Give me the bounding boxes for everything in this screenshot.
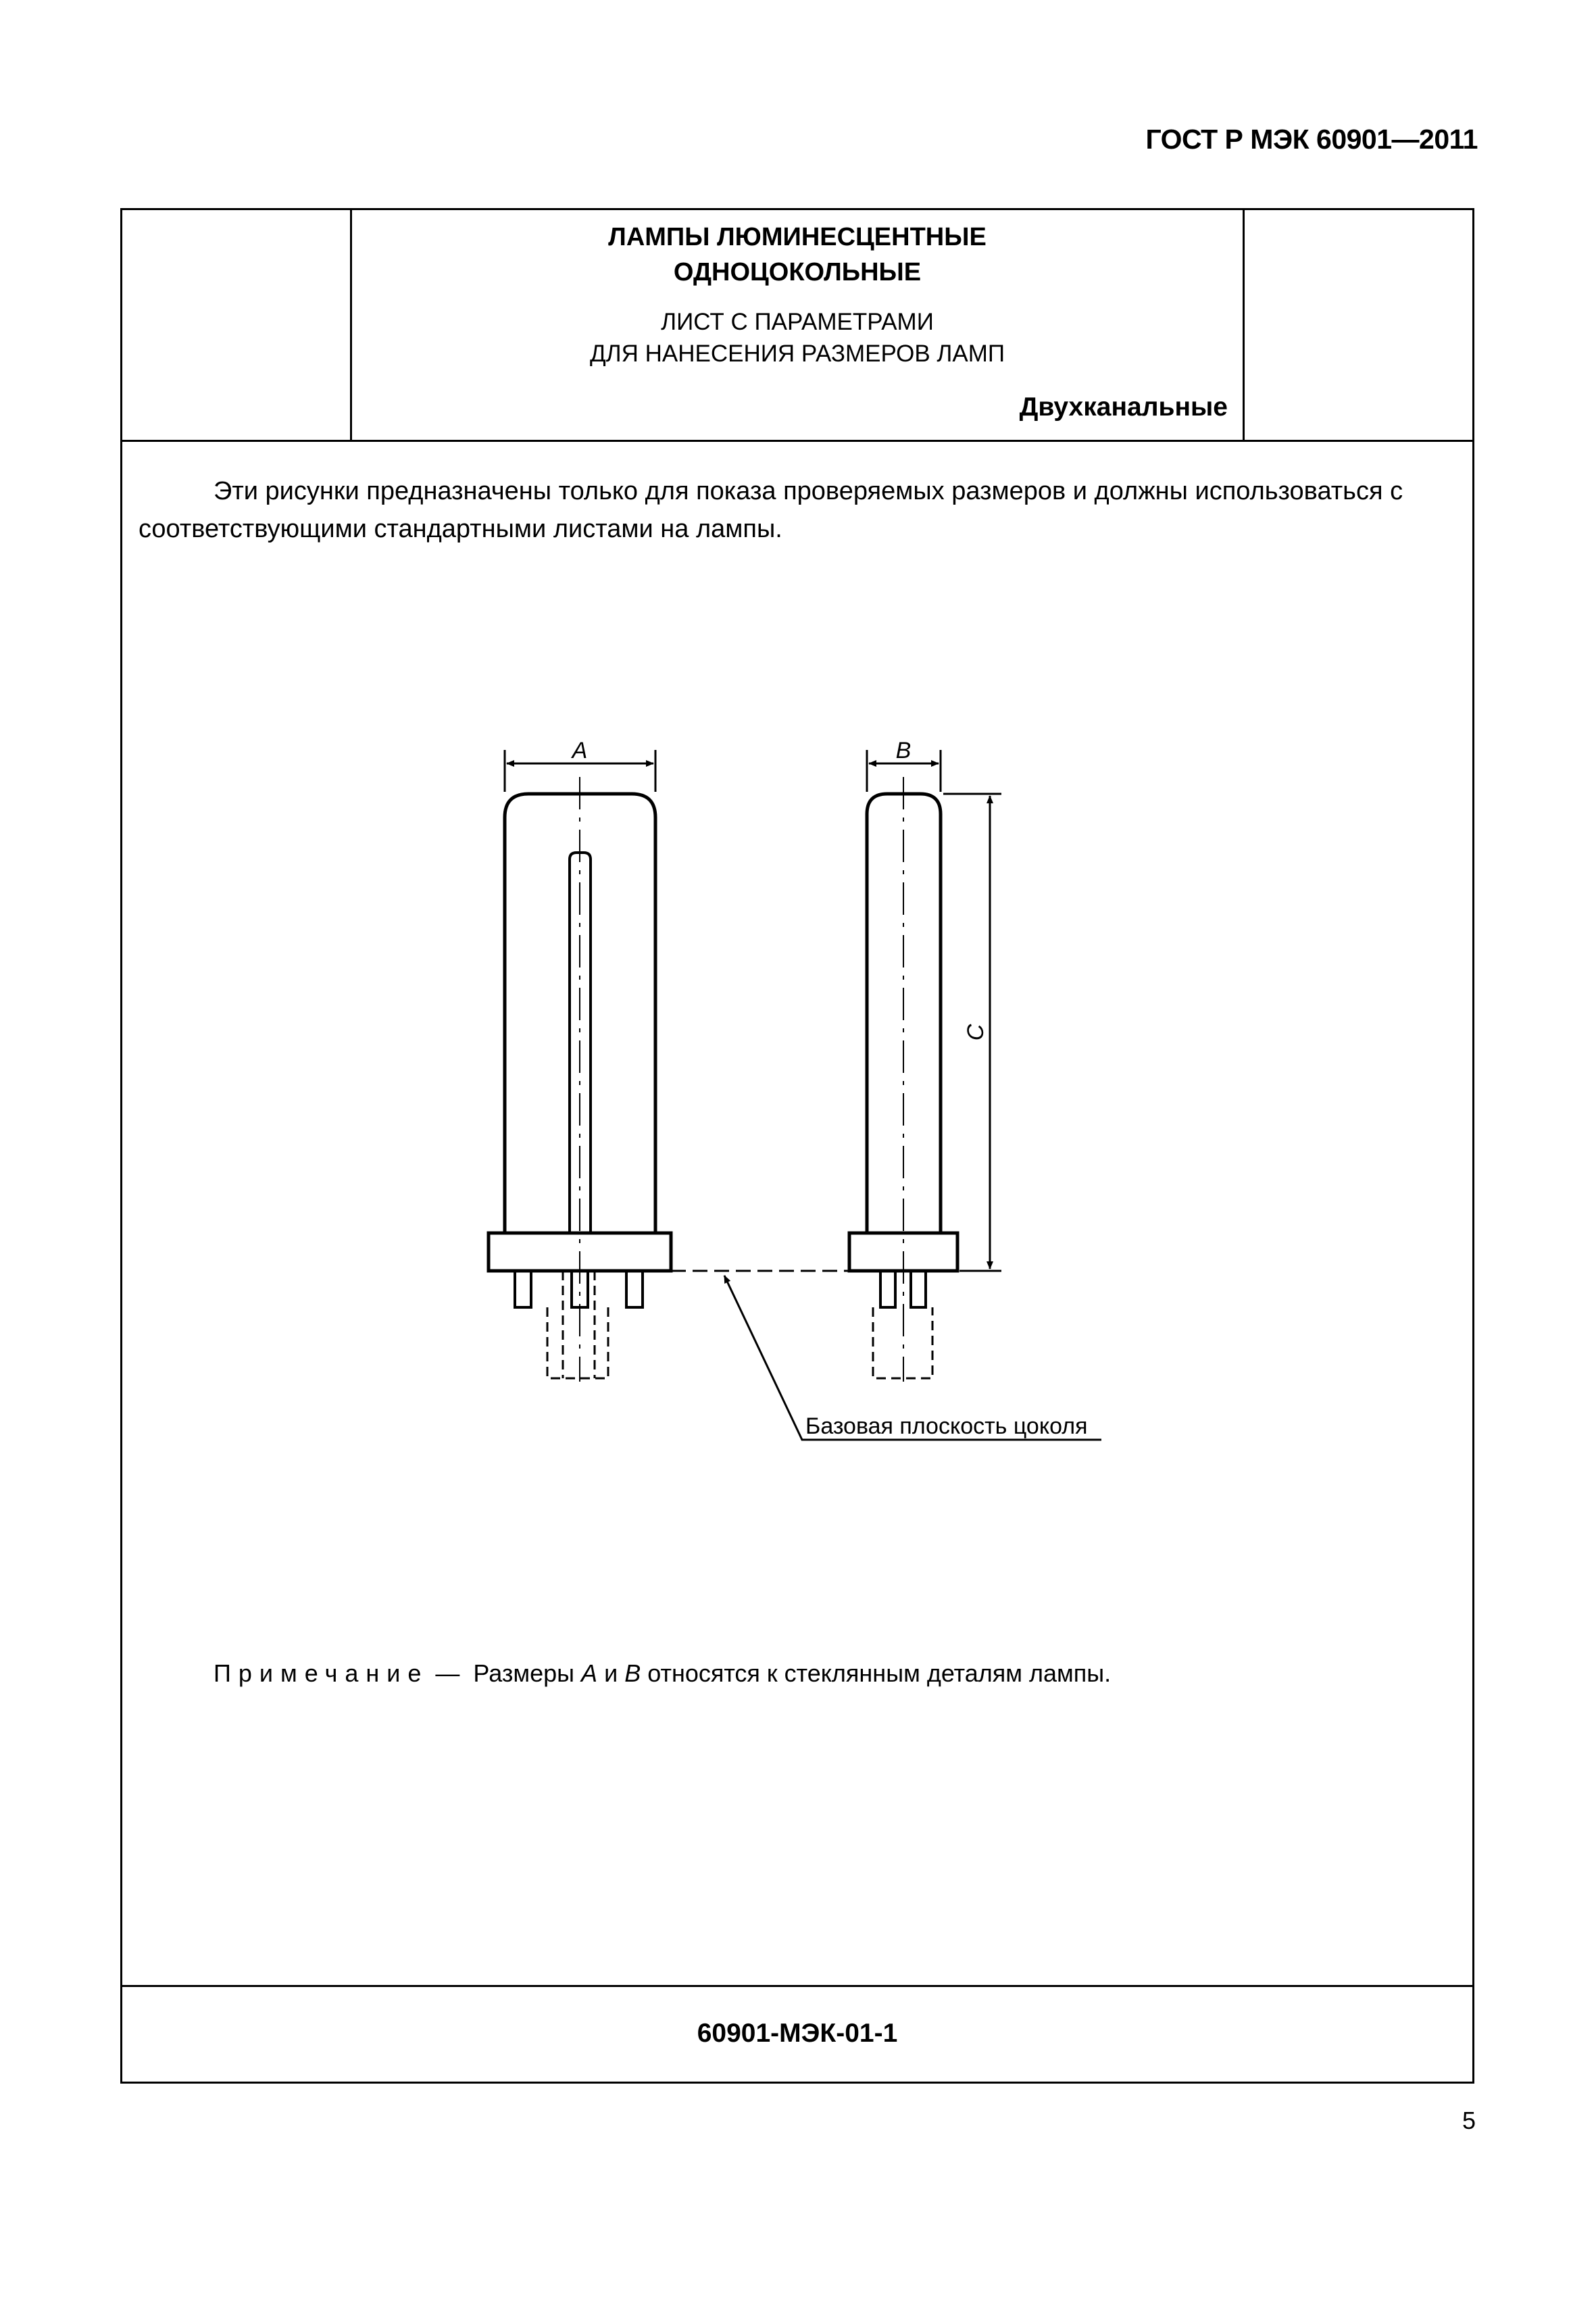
dim-b-label: B bbox=[895, 738, 912, 763]
standard-id: ГОСТ Р МЭК 60901—2011 bbox=[1145, 124, 1478, 155]
note-text-1: Размеры bbox=[473, 1659, 575, 1687]
sheet-code: 60901-МЭК-01-1 bbox=[697, 2019, 898, 2048]
dim-a-label: A bbox=[572, 738, 588, 763]
side-view-lamp bbox=[849, 750, 1001, 1382]
sheet-subtitle-line-1: ЛИСТ С ПАРАМЕТРАМИ bbox=[661, 309, 934, 335]
note-label: Примечание bbox=[214, 1659, 429, 1687]
side-pin-right bbox=[911, 1271, 926, 1307]
note-dim-a: A bbox=[581, 1659, 598, 1687]
side-pin-left bbox=[880, 1271, 895, 1307]
intro-paragraph: Эти рисунки предназначены только для показа проверяемых размеров и должны использоваться с соответствующими стандартными листами на лампы. bbox=[139, 477, 1403, 543]
dim-c-label: C bbox=[963, 1024, 989, 1041]
page-number: 5 bbox=[1462, 2107, 1476, 2134]
sheet-title-line-1: ЛАМПЫ ЛЮМИНЕСЦЕНТНЫЕ bbox=[608, 223, 987, 251]
front-pin-gauge bbox=[547, 1307, 608, 1378]
sheet-subtitle-line-2: ДЛЯ НАНЕСЕНИЯ РАЗМЕРОВ ЛАМП bbox=[589, 341, 1005, 367]
note-conj: и bbox=[604, 1659, 618, 1687]
base-plane-label: Базовая плоскость цоколя bbox=[805, 1413, 1088, 1439]
note-text-2: относятся к стеклянным деталям лампы. bbox=[647, 1659, 1112, 1687]
lamp-type-label: Двухканальные bbox=[1019, 393, 1228, 422]
front-view-lamp bbox=[489, 750, 671, 1382]
front-pin-left bbox=[515, 1271, 531, 1307]
sheet-title-line-2: ОДНОЦОКОЛЬНЫЕ bbox=[673, 258, 922, 286]
note-dash: — bbox=[435, 1659, 460, 1687]
note-dim-b: B bbox=[624, 1659, 641, 1687]
front-pin-right bbox=[626, 1271, 643, 1307]
